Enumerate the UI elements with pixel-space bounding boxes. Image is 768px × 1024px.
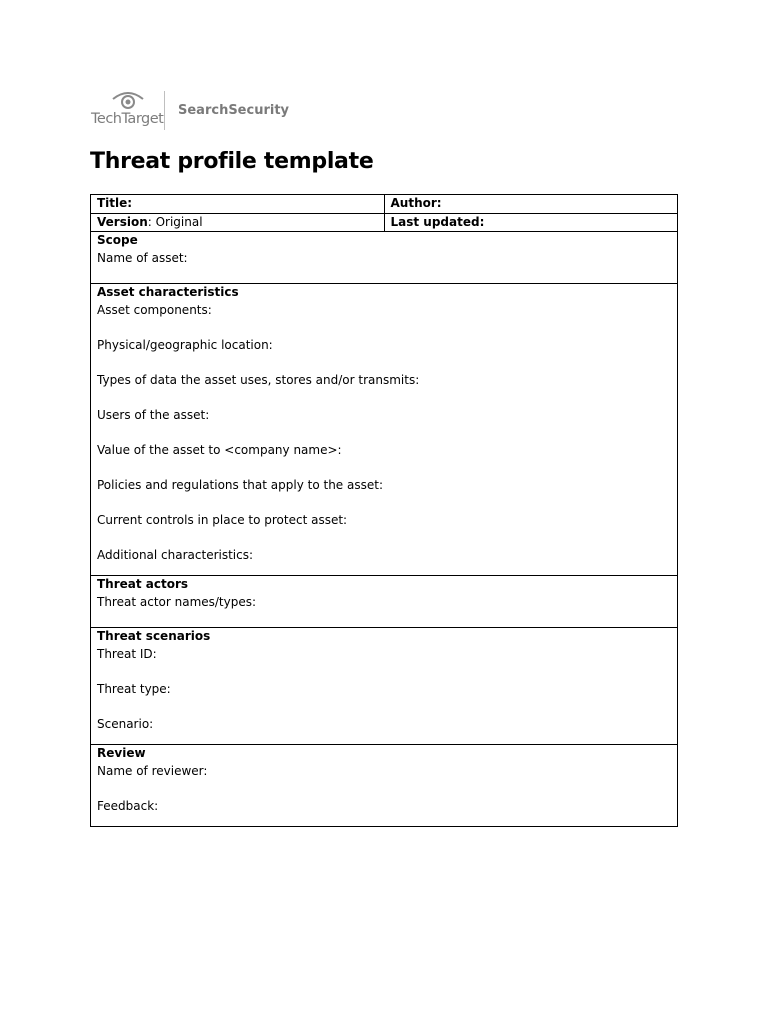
document-title: Threat profile template (90, 149, 374, 174)
version-label: Version (97, 214, 148, 229)
field-label: Name of asset: (97, 250, 188, 265)
field-label: Types of data the asset uses, stores and/or transmits: (97, 372, 420, 387)
scope-cell (91, 232, 678, 284)
section-asset-characteristics (91, 284, 678, 576)
section-heading: Review (97, 746, 146, 760)
field-label: Physical/geographic location: (97, 337, 273, 352)
section-heading: Threat actors (97, 577, 189, 591)
threat-scenarios-cell (91, 628, 678, 745)
logo-mark (91, 91, 164, 131)
field-label: Users of the asset: (97, 407, 210, 422)
section-scope (91, 232, 678, 284)
last-updated-field: Last updated: (384, 213, 678, 232)
logo-divider (164, 91, 165, 130)
section-heading: Asset characteristics (97, 285, 239, 299)
field-label: Policies and regulations that apply to the asset: (97, 477, 383, 492)
logo-product: SearchSecurity (178, 103, 290, 118)
version-value: : Original (147, 214, 203, 229)
field-label: Name of reviewer: (97, 763, 208, 778)
eye-icon (111, 91, 145, 111)
review-cell (91, 745, 678, 827)
threat-actors-cell (91, 576, 678, 628)
field-label: Threat actor names/types: (97, 594, 257, 609)
asset-characteristics-cell (91, 284, 678, 576)
threat-profile-form (90, 194, 678, 827)
field-label: Asset components: (97, 302, 212, 317)
field-label: Scenario: (97, 716, 154, 731)
field-label: Current controls in place to protect asset: (97, 512, 348, 527)
field-label: Additional characteristics: (97, 547, 254, 562)
version-field (91, 213, 385, 232)
section-threat-scenarios (91, 628, 678, 745)
header-row-2 (91, 213, 678, 232)
section-review (91, 745, 678, 827)
field-label: Threat ID: (97, 646, 157, 661)
logo-brand: TechTarget (91, 111, 164, 127)
section-heading: Threat scenarios (97, 629, 211, 643)
field-label: Value of the asset to <company name>: (97, 442, 342, 457)
section-heading: Scope (97, 233, 138, 247)
author-field: Author: (384, 195, 678, 214)
header-row-1 (91, 195, 678, 214)
title-field: Title: (91, 195, 385, 214)
field-label: Threat type: (97, 681, 171, 696)
field-label: Feedback: (97, 798, 159, 813)
section-threat-actors (91, 576, 678, 628)
